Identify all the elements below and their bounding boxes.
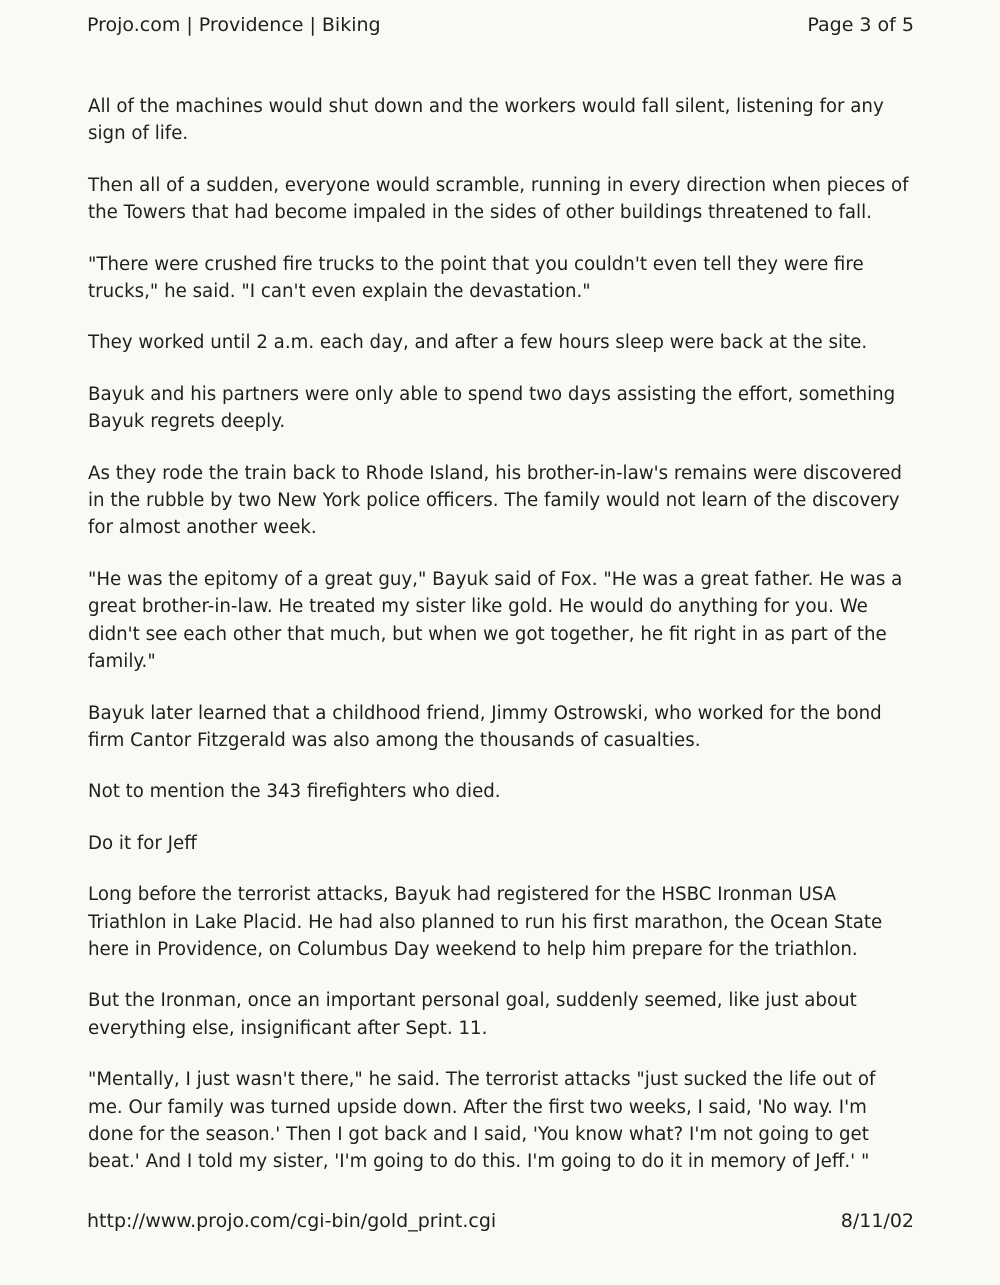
breadcrumb: Projo.com | Providence | Biking (87, 14, 381, 36)
section-heading: Do it for Jeff (88, 832, 197, 854)
paragraph: But the Ironman, once an important personal goal, suddenly seemed, like just about everything else, insignificant after Sept. 11. (88, 990, 857, 1039)
print-footer (87, 1210, 914, 1238)
print-header (87, 14, 914, 42)
paragraph: All of the machines would shut down and the workers would fall silent, listening for any sign of life. (88, 96, 884, 145)
paragraph: "He was the epitomy of a great guy," Bayuk said of Fox. "He was a great father. He was a great brother-in-law. He treated my sister like gold. He would do anything for you. We didn't see each other that much, but when we got together, he fit right in as part of the family." (88, 568, 903, 673)
print-date: 8/11/02 (840, 1210, 914, 1232)
paragraph: Bayuk and his partners were only able to spend two days assisting the effort, something Bayuk regrets deeply. (88, 383, 896, 433)
paragraph: Not to mention the 343 firefighters who died. (88, 781, 501, 803)
paragraph: "Mentally, I just wasn't there," he said. The terrorist attacks "just sucked the life out of me. Our family was turned upside down. After the first two weeks, I said, 'No way. I'm done for the season.' Then I got back and I said, 'You know what? I'm not going to get beat.' And I told my sister, 'I'm going to do this. I'm going to do it in memory of Jeff.' " (88, 1069, 876, 1173)
paragraph: They worked until 2 a.m. each day, and after a few hours sleep were back at the site. (88, 332, 868, 354)
page-url: http://www.projo.com/cgi-bin/gold_print.cgi (87, 1210, 497, 1232)
paragraph: "There were crushed fire trucks to the point that you couldn't even tell they were fire trucks," he said. "I can't even explain the devastation." (88, 253, 864, 303)
article-body (88, 93, 914, 1200)
paragraph: Bayuk later learned that a childhood friend, Jimmy Ostrowski, who worked for the bond firm Cantor Fitzgerald was also among the thousands of casualties. (88, 702, 882, 751)
paragraph: Then all of a sudden, everyone would scramble, running in every direction when pieces of the Towers that had become impaled in the sides of other buildings threatened to fall. (88, 174, 909, 224)
page-indicator: Page 3 of 5 (807, 14, 914, 36)
paragraph: Long before the terrorist attacks, Bayuk had registered for the HSBC Ironman USA Triathlon in Lake Placid. He had also planned to run his first marathon, the Ocean State here in Providence, on Columbus Day weekend to help him prepare for the triathlon. (88, 884, 883, 960)
paragraph: As they rode the train back to Rhode Island, his brother-in-law's remains were discovered in the rubble by two New York police officers. The family would not learn of the discovery for almost another week. (88, 462, 902, 539)
